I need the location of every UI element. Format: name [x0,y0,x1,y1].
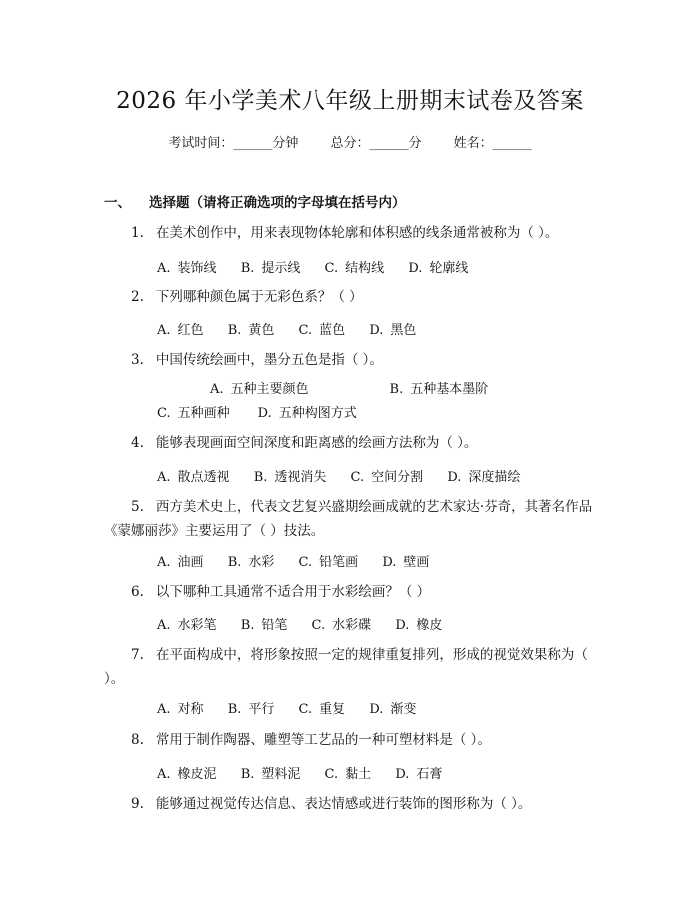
question-6-options [157,614,462,633]
question-7-options [157,698,436,717]
option-b: B. 黄色 [227,323,275,338]
exam-time: 考试时间：______分钟 [168,136,299,151]
option-d: D. 深度描绘 [447,470,521,485]
question-text: 在美术创作中，用来表现物体轮廓和体积感的线条通常被称为（ ）。 [155,225,559,241]
question-7 [104,643,599,691]
question-8 [104,728,599,752]
question-text: 在平面构成中，将形象按照一定的规律重复排列，形成的视觉效果称为（ ）。 [104,647,588,687]
option-c: C. 水彩碟 [311,618,372,633]
question-5-options [157,551,449,570]
question-number: 9. [131,796,144,812]
total-score: 总分：______分 [330,136,422,151]
option-b: B. 铅笔 [240,618,288,633]
option-a: A. 油画 [157,555,204,570]
option-d: D. 石膏 [395,767,443,782]
option-b: B. 五种基本墨阶 [389,382,489,397]
question-3-options [104,378,599,426]
question-number: 6. [131,584,144,600]
question-number: 1. [131,225,144,241]
option-d: D. 橡皮 [395,618,443,633]
exam-meta [0,132,700,151]
option-d: D. 轮廓线 [408,261,469,276]
option-a: A. 五种主要颜色 [210,382,309,397]
option-d: D. 五种构图方式 [257,406,357,421]
question-text: 常用于制作陶器、雕塑等工艺品的一种可塑材料是（ ）。 [155,732,491,748]
option-c: C. 空间分割 [350,470,424,485]
student-name: 姓名：______ [453,136,532,151]
section-title: 选择题（请将正确选项的字母填在括号内） [149,195,406,211]
question-2-options [157,319,436,338]
option-a: A. 对称 [157,702,204,717]
option-a: A. 水彩笔 [157,618,217,633]
option-d: D. 黑色 [369,323,417,338]
option-a: A. 装饰线 [157,261,217,276]
question-text: 西方美术史上，代表文艺复兴盛期绘画成就的艺术家达·芬奇，其著名作品《蒙娜丽莎》主要运用了（ ）技法。 [104,499,593,539]
question-1-options [157,257,488,276]
question-8-options [157,763,462,782]
option-c: C. 重复 [298,702,346,717]
option-b: B. 透视消失 [253,470,327,485]
option-d: D. 渐变 [369,702,417,717]
option-c: C. 结构线 [324,261,385,276]
option-a: A. 红色 [157,323,204,338]
option-d: D. 壁画 [382,555,430,570]
section-number: 一、 [104,195,131,211]
option-a: A. 散点透视 [157,470,230,485]
page-title: 2026 年小学美术八年级上册期末试卷及答案 [116,88,584,114]
option-b: B. 提示线 [240,261,301,276]
question-number: 3. [131,352,144,368]
option-b: B. 塑料泥 [240,767,301,782]
question-5 [104,495,599,543]
question-text: 下列哪种颜色属于无彩色系？（ ） [155,289,363,305]
option-c: C. 黏土 [324,767,372,782]
question-number: 5. [131,499,144,515]
question-number: 8. [131,732,144,748]
option-c: C. 五种画种 [157,406,230,421]
section-heading [104,191,406,211]
option-c: C. 铅笔画 [298,555,359,570]
option-b: B. 平行 [227,702,275,717]
question-9 [104,792,599,816]
question-3 [104,348,599,372]
option-b: B. 水彩 [227,555,275,570]
option-a: A. 橡皮泥 [157,767,217,782]
question-text: 能够通过视觉传达信息、表达情感或进行装饰的图形称为（ ）。 [155,796,532,812]
question-number: 2. [131,289,144,305]
question-text: 能够表现画面空间深度和距离感的绘画方法称为（ ）。 [155,435,478,451]
question-number: 7. [131,647,144,663]
question-1 [104,221,599,245]
question-6 [104,580,599,604]
question-text: 中国传统绘画中，墨分五色是指（ ）。 [155,352,383,368]
question-text: 以下哪种工具通常不适合用于水彩绘画？（ ） [155,584,431,600]
option-c: C. 蓝色 [298,323,346,338]
question-2 [104,285,599,309]
question-4 [104,431,599,455]
question-4-options [157,466,540,485]
question-number: 4. [131,435,144,451]
